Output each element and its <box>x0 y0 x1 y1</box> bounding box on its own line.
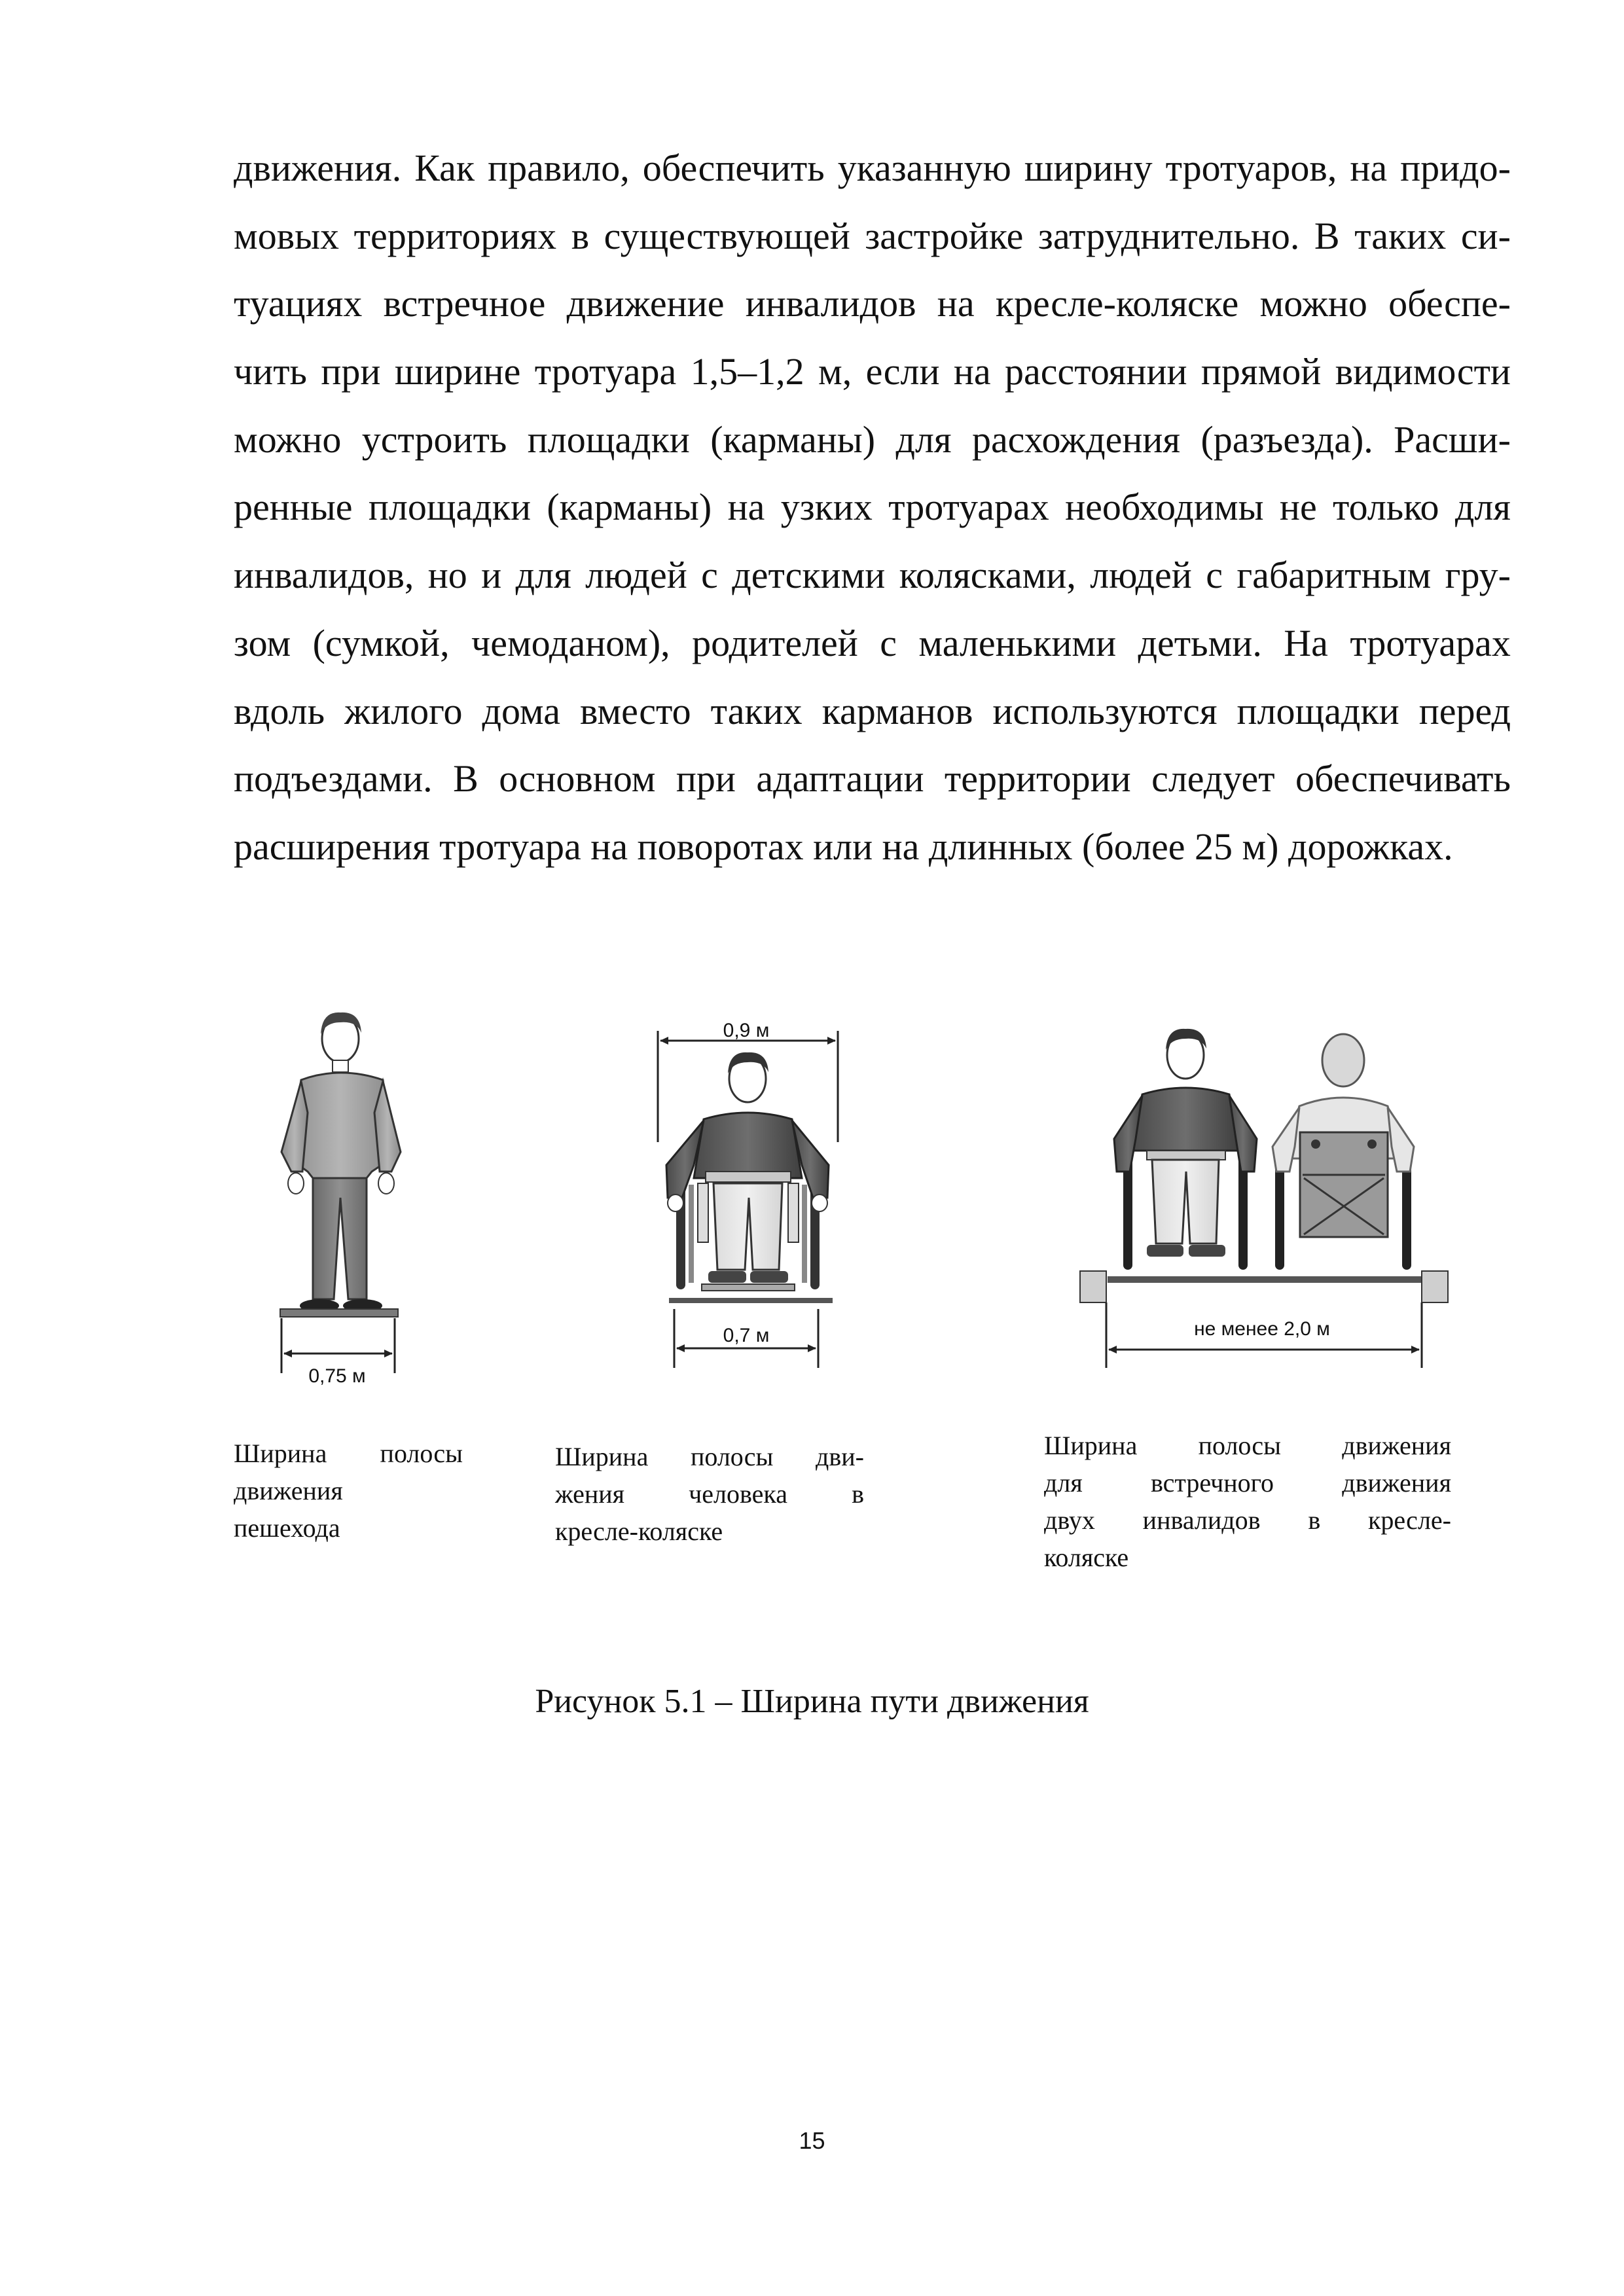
word: следует <box>1151 757 1275 800</box>
word: с <box>701 554 718 597</box>
word: туациях <box>234 282 363 325</box>
caption-wheelchair <box>555 1438 864 1550</box>
word: тротуарах <box>1350 621 1511 664</box>
word: В <box>1314 214 1340 257</box>
word: гру- <box>1445 554 1511 597</box>
caption-line <box>555 1513 864 1550</box>
word: (карманы) <box>547 486 712 529</box>
caption-line <box>1044 1427 1451 1464</box>
caption-word: пешехода <box>234 1513 340 1543</box>
caption-word: в <box>1308 1505 1321 1535</box>
dim-label-two-wheelchairs: не менее 2,0 м <box>1194 1318 1330 1340</box>
word: площадки <box>1236 689 1399 732</box>
caption-word: двух <box>1044 1505 1095 1535</box>
caption-word: Ширина <box>234 1439 327 1468</box>
caption-line <box>1044 1464 1451 1501</box>
caption-word: кресле- <box>1368 1505 1451 1535</box>
word: ширине <box>394 350 521 393</box>
word: расхождения <box>971 418 1181 461</box>
word: с <box>1206 554 1223 597</box>
word: узких <box>780 486 873 529</box>
word: для <box>895 418 952 461</box>
word: обеспечить <box>642 147 825 189</box>
word: на <box>727 486 765 529</box>
word: 1,5–1,2 <box>690 350 804 393</box>
pedestrian-figure <box>280 1013 401 1373</box>
caption-word: для <box>1044 1468 1083 1498</box>
word: карманов <box>821 689 973 732</box>
word: перед <box>1418 689 1511 732</box>
caption-line <box>234 1509 463 1547</box>
figure-title: Рисунок 5.1 – Ширина пути движения <box>535 1683 1089 1720</box>
word: обеспечивать <box>1295 757 1511 800</box>
word: (карманы) <box>710 418 876 461</box>
word: устроить <box>361 418 507 461</box>
word: территориях <box>353 214 557 257</box>
word: людей <box>1090 554 1192 597</box>
word: (разъезда). <box>1200 418 1373 461</box>
word: территории <box>944 757 1131 800</box>
word: для <box>515 554 571 597</box>
word: дома <box>482 689 560 732</box>
word: м, <box>818 350 852 393</box>
word: основном <box>499 757 656 800</box>
word: на <box>953 350 991 393</box>
word: придо- <box>1400 147 1511 189</box>
dim-label-wheelchair-inner: 0,7 м <box>723 1325 770 1346</box>
word: детьми. <box>1138 621 1262 664</box>
word: габаритным <box>1236 554 1432 597</box>
word: На <box>1284 621 1328 664</box>
word: расстоянии <box>1005 350 1187 393</box>
word: тротуаров, <box>1165 147 1337 189</box>
word: движение <box>566 282 725 325</box>
word: расширения тротуара на поворотах или на длинных (более 25 м) дорожках. <box>234 825 1453 868</box>
word: ренные <box>234 486 353 529</box>
wheelchair-figure <box>658 1031 838 1368</box>
word: если <box>865 350 940 393</box>
word: не <box>1279 486 1317 529</box>
word: адаптации <box>756 757 924 800</box>
word: можно <box>234 418 342 461</box>
word: си- <box>1460 214 1511 257</box>
word: детскими <box>732 554 886 597</box>
caption-word: коляске <box>1044 1543 1129 1572</box>
word: обеспе- <box>1388 282 1511 325</box>
caption-word: полосы <box>380 1439 463 1468</box>
word: площадки <box>527 418 690 461</box>
caption-word: движения <box>1342 1468 1451 1498</box>
caption-word: встречного <box>1150 1468 1274 1498</box>
word: указанную <box>837 147 1011 189</box>
caption-word: кресле-коляске <box>555 1516 723 1546</box>
word: (сумкой, <box>312 621 450 664</box>
word: ширину <box>1024 147 1153 189</box>
word: родителей <box>692 621 858 664</box>
word: колясками, <box>899 554 1076 597</box>
word: Как <box>414 147 475 189</box>
caption-line <box>234 1435 463 1472</box>
caption-word: инвалидов <box>1142 1505 1261 1535</box>
caption-word: дви- <box>816 1442 864 1471</box>
caption-word: человека <box>689 1479 787 1509</box>
word: тротуара <box>534 350 677 393</box>
word: затруднительно. <box>1038 214 1300 257</box>
word: маленькими <box>918 621 1117 664</box>
word: при <box>321 350 381 393</box>
word: площадки <box>368 486 532 529</box>
caption-line <box>234 1472 463 1509</box>
word: мовых <box>234 214 340 257</box>
word: используются <box>992 689 1218 732</box>
word: чемоданом), <box>471 621 670 664</box>
word: жилого <box>344 689 463 732</box>
caption-word: Ширина <box>555 1442 649 1471</box>
word: можно <box>1259 282 1367 325</box>
word: движения. <box>234 147 402 189</box>
figure-illustration <box>0 982 1624 1401</box>
dim-label-pedestrian: 0,75 м <box>308 1365 366 1387</box>
caption-word: полосы <box>690 1442 774 1471</box>
word: для <box>1454 486 1511 529</box>
word: в <box>571 214 590 257</box>
word: и <box>481 554 502 597</box>
word: вместо <box>580 689 691 732</box>
word: существующей <box>604 214 850 257</box>
word: чить <box>234 350 308 393</box>
page-number: 15 <box>799 2127 825 2154</box>
word: зом <box>234 621 291 664</box>
word: людей <box>585 554 687 597</box>
word: при <box>676 757 736 800</box>
word: встречное <box>383 282 546 325</box>
word: необходимы <box>1065 486 1264 529</box>
word: правило, <box>488 147 630 189</box>
word: застройке <box>865 214 1024 257</box>
caption-word: в <box>852 1479 864 1509</box>
caption-word: Ширина <box>1044 1431 1138 1460</box>
word: таких <box>1354 214 1447 257</box>
caption-line <box>555 1475 864 1513</box>
caption-line <box>1044 1501 1451 1539</box>
word: таких <box>710 689 803 732</box>
word: инвалидов, <box>234 554 414 597</box>
caption-line <box>1044 1539 1451 1576</box>
word: только <box>1333 486 1439 529</box>
word: видимости <box>1335 350 1511 393</box>
caption-word: движения <box>1342 1431 1451 1460</box>
word: но <box>427 554 467 597</box>
word: тротуарах <box>888 486 1049 529</box>
word: прямой <box>1200 350 1322 393</box>
caption-line <box>555 1438 864 1475</box>
two-wheelchairs-figure <box>1080 1029 1448 1368</box>
word: кресле-коляске <box>995 282 1239 325</box>
word: на <box>937 282 975 325</box>
word: на <box>1350 147 1388 189</box>
caption-pedestrian <box>234 1435 463 1547</box>
word: Расши- <box>1394 418 1511 461</box>
word: вдоль <box>234 689 325 732</box>
dim-label-wheelchair-outer: 0,9 м <box>723 1020 770 1041</box>
word: В <box>453 757 478 800</box>
caption-word: полосы <box>1198 1431 1282 1460</box>
word: инвалидов <box>745 282 916 325</box>
caption-word: жения <box>555 1479 625 1509</box>
word: подъездами. <box>234 757 433 800</box>
caption-word: движения <box>234 1476 343 1505</box>
word: с <box>880 621 897 664</box>
caption-two-wheelchairs <box>1044 1427 1451 1576</box>
